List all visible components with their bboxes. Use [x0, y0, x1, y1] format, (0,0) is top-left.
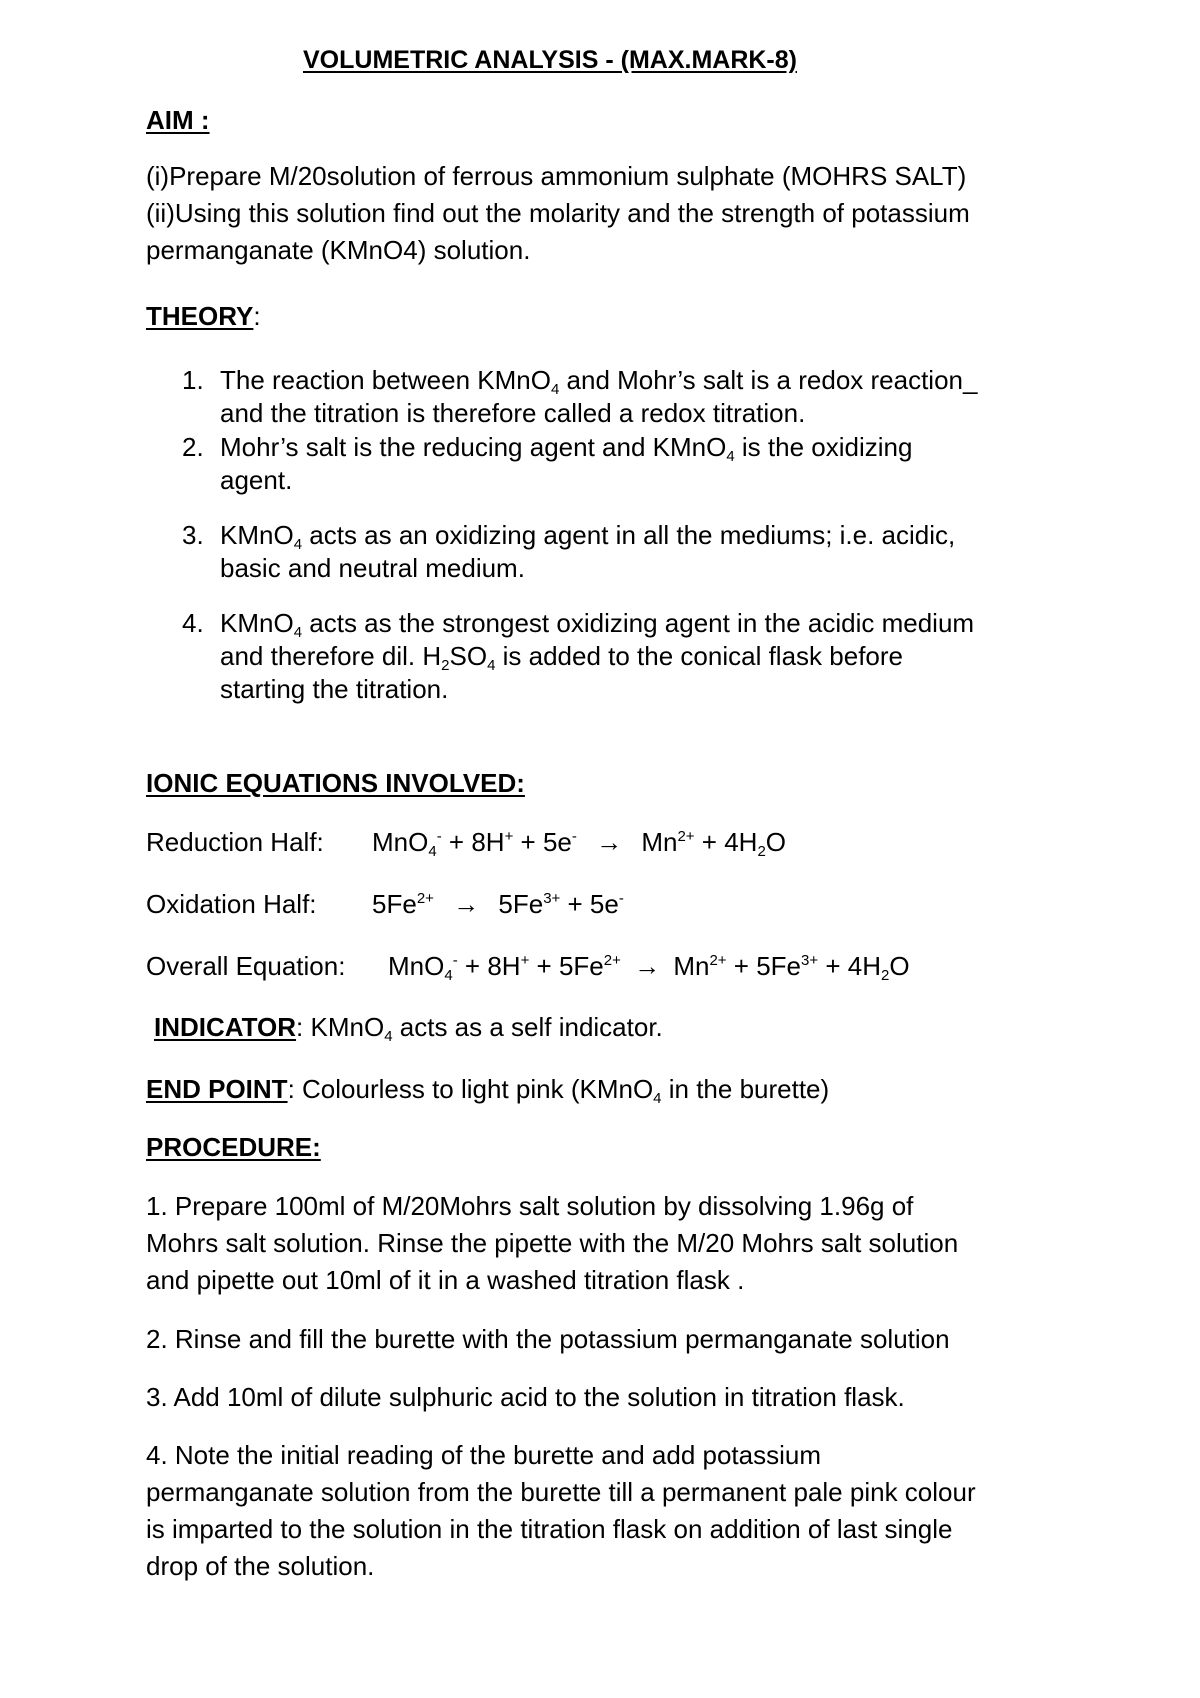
reduction-half-equation: $MnO_4^- + 8H^+ + 5e^- \to Mn^{2+} + 4H_2O$: [372, 827, 787, 860]
procedure-step-1-line-2: Mohrs salt solution. Rinse the pipette with the M/20 Mohrs salt solution: [146, 1228, 959, 1258]
procedure-heading: PROCEDURE:: [146, 1132, 321, 1162]
procedure-step-1-line-3: and pipette out 10ml of it in a washed titration flask .: [146, 1265, 745, 1295]
oxidation-half-label: Oxidation Half:: [146, 889, 317, 919]
theory-item-4-line-2: and therefore dil. $H_2SO_4$ is added to the conical flask before: [220, 641, 903, 674]
list-number: 3.: [182, 520, 204, 550]
procedure-step-4-line-4: drop of the solution.: [146, 1551, 375, 1581]
theory-item-3: 3. KMnO$_4$ acts as an oxidizing agent in all the mediums; i.e. acidic,: [172, 519, 955, 551]
theory-item-1: 1. The reaction between KMnO$_4$ and Mohr’s salt is a redox reaction_: [172, 364, 977, 396]
oxidation-half-equation: $5Fe^{2+} \to 5Fe^{3+} + 5e^-$: [372, 889, 624, 919]
theory-item-4-line-3: starting the titration.: [220, 674, 449, 704]
aim-heading: AIM :: [146, 105, 210, 135]
indicator-row: INDICATOR: KMnO$_4$ acts as a self indicator.: [154, 1012, 663, 1045]
procedure-step-1-line-1: 1. Prepare 100ml of M/20Mohrs salt solution by dissolving 1.96g of: [146, 1191, 914, 1221]
theory-item-3-line-2: basic and neutral medium.: [220, 553, 525, 583]
end-point-row: END POINT: Colourless to light pink (KMnO$_4$ in the burette): [146, 1074, 830, 1107]
ionic-equations-heading: IONIC EQUATIONS INVOLVED:: [146, 768, 525, 798]
procedure-step-3: 3. Add 10ml of dilute sulphuric acid to the solution in titration flask.: [146, 1382, 905, 1412]
page-title: VOLUMETRIC ANALYSIS - (MAX.MARK-8): [303, 46, 797, 74]
end-point-heading: END POINT: [146, 1074, 288, 1104]
aim-line-2: (ii)Using this solution find out the molarity and the strength of potassium: [146, 198, 970, 228]
theory-item-1-line-2: and the titration is therefore called a redox titration.: [220, 398, 806, 428]
list-number: 2.: [182, 432, 204, 462]
list-number: 4.: [182, 608, 204, 638]
theory-heading-row: [146, 300, 261, 332]
procedure-step-2: 2. Rinse and fill the burette with the potassium permanganate solution: [146, 1324, 950, 1354]
procedure-step-4-line-1: 4. Note the initial reading of the burette and add potassium: [146, 1440, 821, 1470]
aim-line-3: permanganate (KMnO4) solution.: [146, 235, 531, 265]
reaction-arrow: →: [453, 889, 480, 919]
aim-line-1: (i)Prepare M/20solution of ferrous ammonium sulphate (MOHRS SALT): [146, 161, 967, 191]
theory-item-2: 2. Mohr’s salt is the reducing agent and KMnO$_4$ is the oxidizing: [172, 431, 912, 463]
procedure-step-4-line-3: is imparted to the solution in the titration flask on addition of last single: [146, 1514, 953, 1544]
procedure-step-4-line-2: permanganate solution from the burette till a permanent pale pink colour: [146, 1477, 976, 1507]
overall-equation-label: Overall Equation:: [146, 951, 346, 981]
theory-heading: THEORY: [146, 301, 254, 331]
theory-item-4: 4. KMnO$_4$ acts as the strongest oxidizing agent in the acidic medium: [172, 607, 974, 639]
reaction-arrow: →: [634, 951, 661, 981]
theory-item-2-line-2: agent.: [220, 465, 293, 495]
reaction-arrow: →: [596, 827, 623, 857]
indicator-heading: INDICATOR: [154, 1012, 297, 1042]
theory-colon: :: [253, 301, 261, 331]
reduction-half-label: Reduction Half:: [146, 827, 324, 857]
list-number: 1.: [182, 365, 204, 395]
overall-equation: $MnO_4^- + 8H^+ + 5Fe^{2+} \to Mn^{2+} + 5Fe^{3+} + 4H_2O$: [388, 951, 910, 984]
